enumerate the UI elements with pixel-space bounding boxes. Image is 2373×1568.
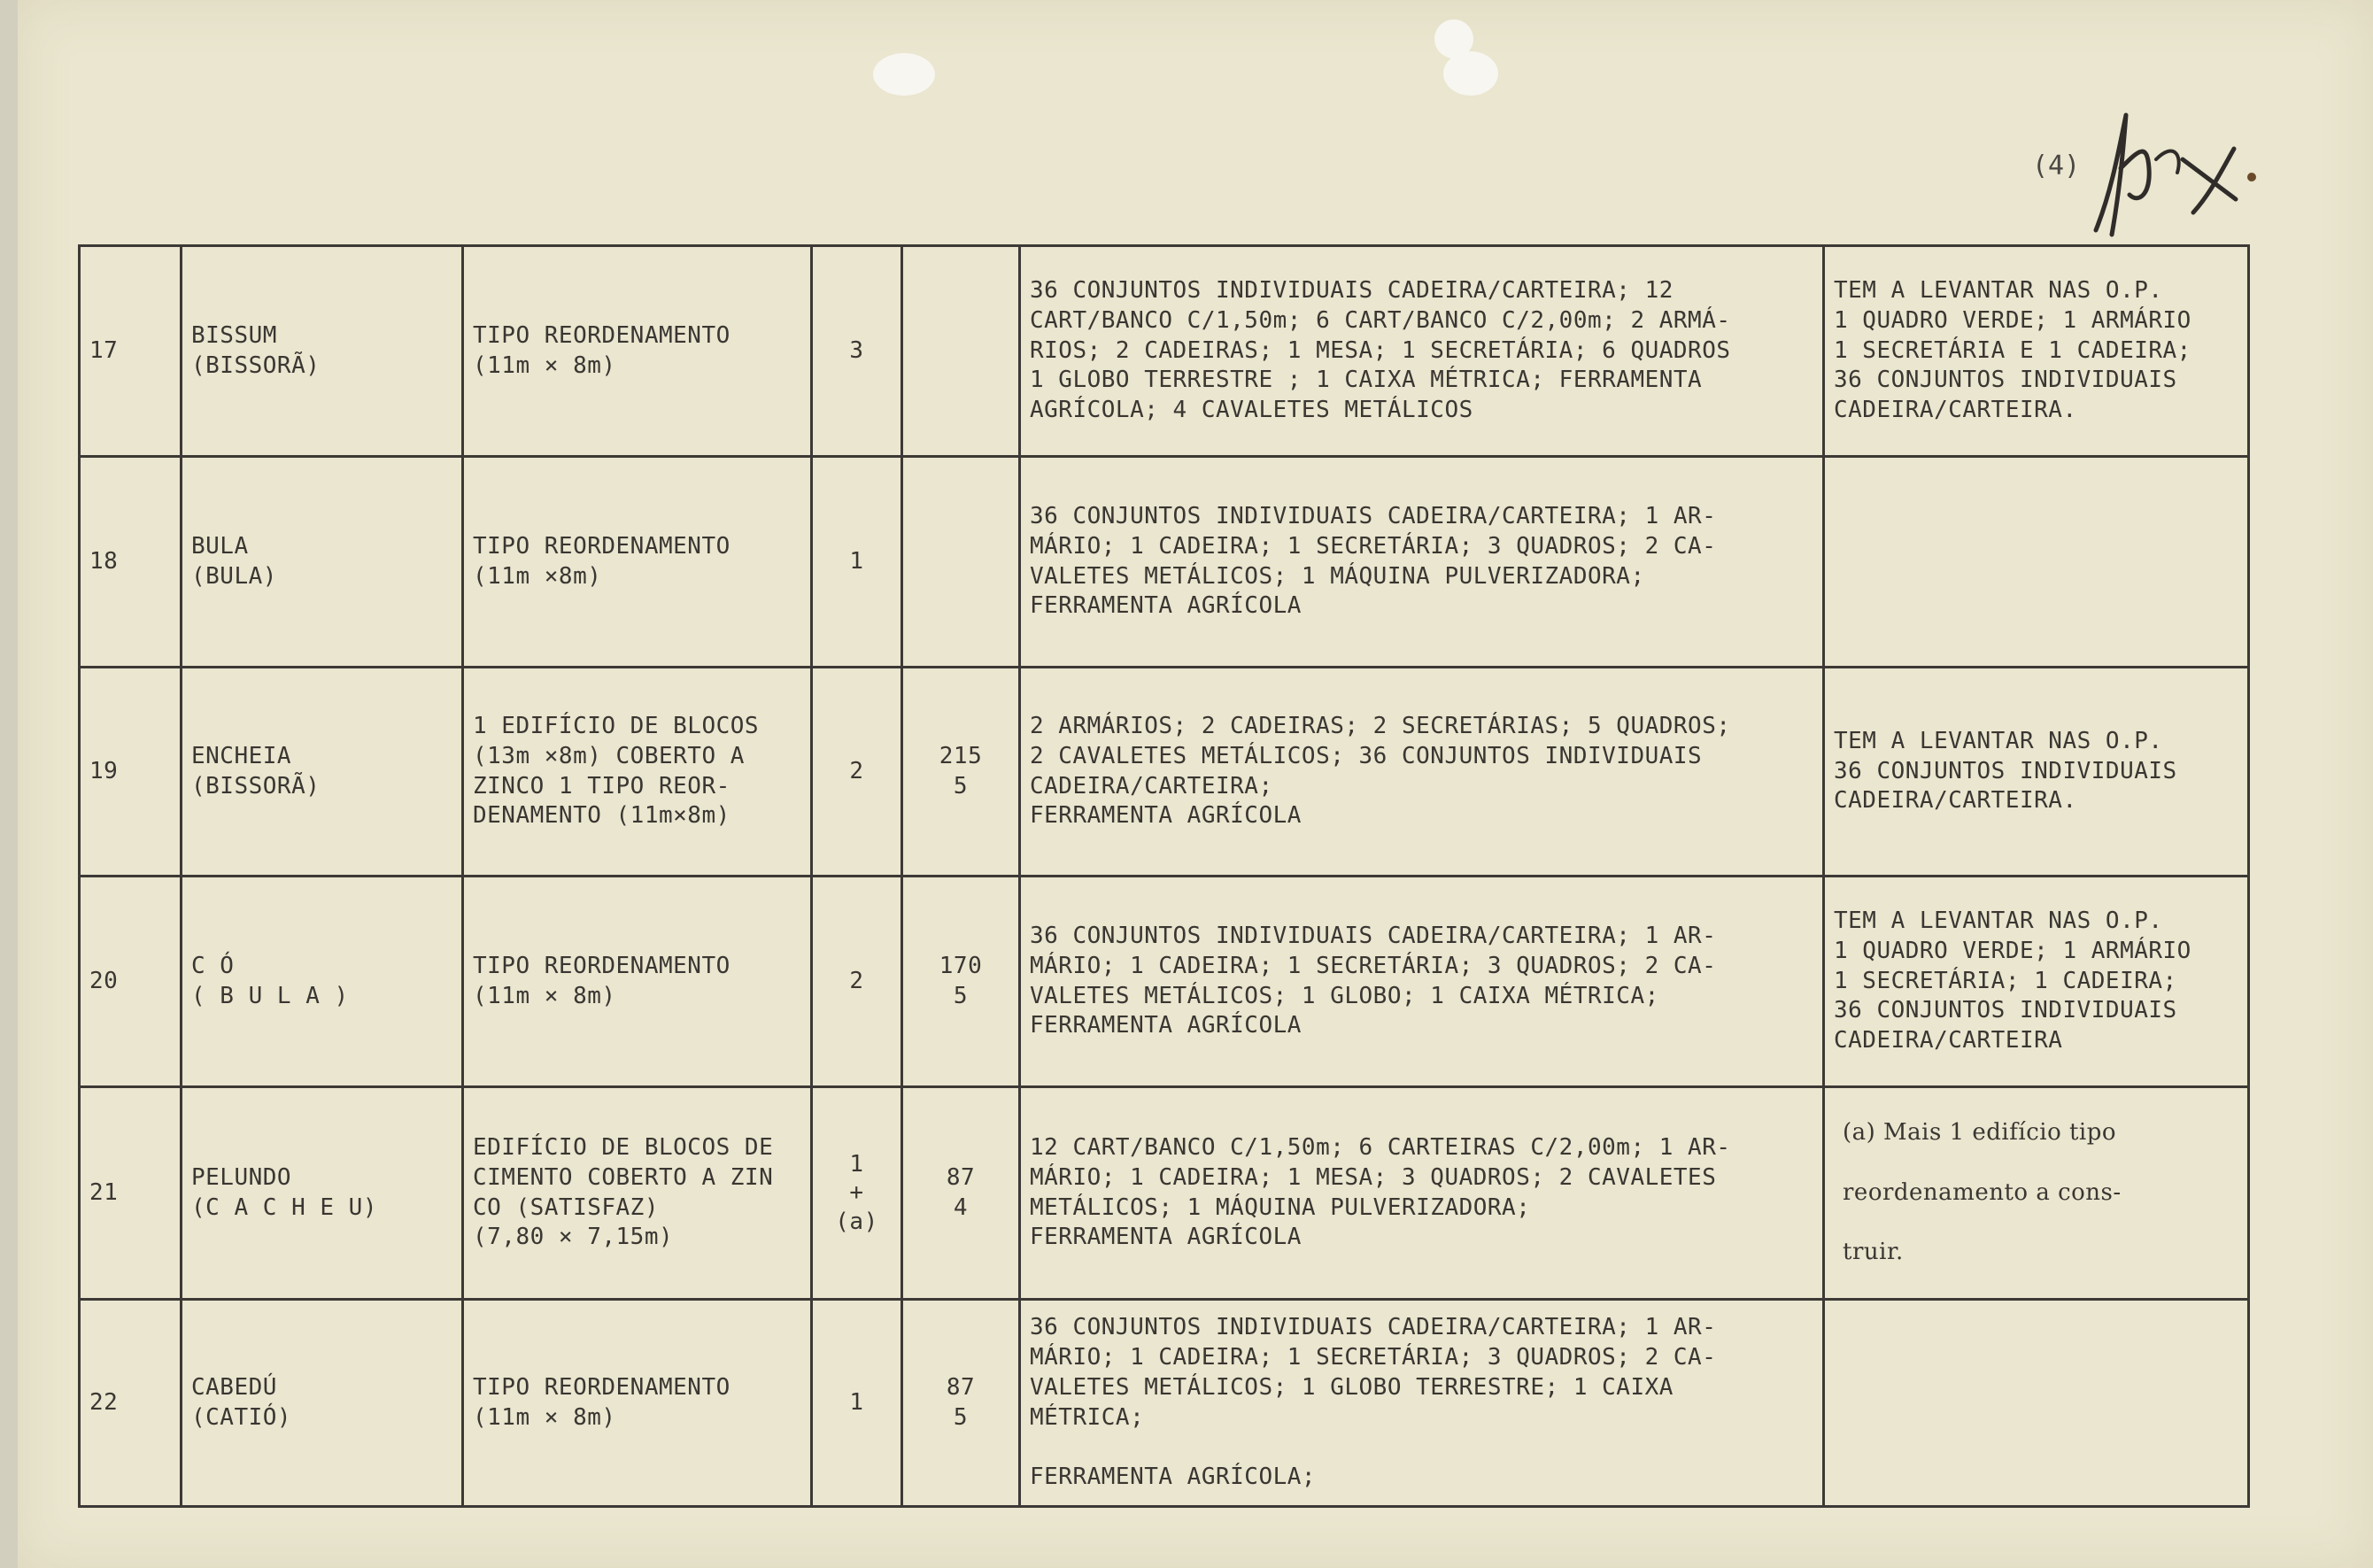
classes-count: 1 bbox=[812, 457, 902, 668]
equipment-list: 36 CONJUNTOS INDIVIDUAIS CADEIRA/CARTEIRA; 1 AR- MÁRIO; 1 CADEIRA; 1 SECRETÁRIA; 3 QUADROS; 2 CA- VALETES METÁLICOS; 1 GLOBO; 1 CAIXA MÉTRICA; FERRAMENTA AGRÍCOLA bbox=[1020, 877, 1824, 1087]
observations: (a) Mais 1 edifício tipo reordenamento a cons- truir. bbox=[1824, 1087, 2249, 1300]
school-name: CABEDÚ (CATIÓ) bbox=[182, 1300, 463, 1507]
school-name: BISSUM (BISSORÃ) bbox=[182, 246, 463, 457]
school-name: C Ó ( B U L A ) bbox=[182, 877, 463, 1087]
students-count bbox=[902, 246, 1020, 457]
observations: TEM A LEVANTAR NAS O.P. 1 QUADRO VERDE; 1 ARMÁRIO 1 SECRETÁRIA E 1 CADEIRA; 36 CONJUNTOS INDIVIDUAIS CADEIRA/CARTEIRA. bbox=[1824, 246, 2249, 457]
equipment-list: 36 CONJUNTOS INDIVIDUAIS CADEIRA/CARTEIRA; 12 CART/BANCO C/1,50m; 6 CART/BANCO C/2,00m; 2 ARMÁ- RIOS; 2 CADEIRAS; 1 MESA; 1 SECRETÁRIA; 6 QUADROS 1 GLOBO TERRESTRE ; 1 CAIXA MÉTRICA; FERRAMENTA AGRÍCOLA; 4 CAVALETES METÁLICOS bbox=[1020, 246, 1824, 457]
students-count: 170 5 bbox=[902, 877, 1020, 1087]
equipment-list: 12 CART/BANCO C/1,50m; 6 CARTEIRAS C/2,00m; 1 AR- MÁRIO; 1 CADEIRA; 1 MESA; 3 QUADROS; 2 CAVALETES METÁLICOS; 1 MÁQUINA PULVERIZADORA; FERRAMENTA AGRÍCOLA bbox=[1020, 1087, 1824, 1300]
building-type: TIPO REORDENAMENTO (11m × 8m) bbox=[463, 877, 812, 1087]
classes-count: 1 bbox=[812, 1300, 902, 1507]
building-type: EDIFÍCIO DE BLOCOS DE CIMENTO COBERTO A ZIN CO (SATISFAZ) (7,80 × 7,15m) bbox=[463, 1087, 812, 1300]
row-number: 22 bbox=[80, 1300, 182, 1507]
students-count: 215 5 bbox=[902, 668, 1020, 877]
school-name: ENCHEIA (BISSORÃ) bbox=[182, 668, 463, 877]
classes-count: 2 bbox=[812, 668, 902, 877]
row-number: 21 bbox=[80, 1087, 182, 1300]
observations: TEM A LEVANTAR NAS O.P. 36 CONJUNTOS INDIVIDUAIS CADEIRA/CARTEIRA. bbox=[1824, 668, 2249, 877]
students-count: 87 5 bbox=[902, 1300, 1020, 1507]
observations: TEM A LEVANTAR NAS O.P. 1 QUADRO VERDE; 1 ARMÁRIO 1 SECRETÁRIA; 1 CADEIRA; 36 CONJUNTOS INDIVIDUAIS CADEIRA/CARTEIRA bbox=[1824, 877, 2249, 1087]
table-row-20 bbox=[80, 877, 2249, 1087]
classes-count: 2 bbox=[812, 877, 902, 1087]
signature-initials bbox=[2085, 106, 2262, 239]
punch-hole-left bbox=[873, 53, 935, 96]
row-number: 19 bbox=[80, 668, 182, 877]
row-number: 20 bbox=[80, 877, 182, 1087]
building-type: TIPO REORDENAMENTO (11m × 8m) bbox=[463, 246, 812, 457]
table-row-17 bbox=[80, 246, 2249, 457]
building-type: TIPO REORDENAMENTO (11m ×8m) bbox=[463, 457, 812, 668]
table-row-18 bbox=[80, 457, 2249, 668]
building-type: TIPO REORDENAMENTO (11m × 8m) bbox=[463, 1300, 812, 1507]
schools-table bbox=[78, 244, 2250, 1508]
students-count: 87 4 bbox=[902, 1087, 1020, 1300]
table-row-21 bbox=[80, 1087, 2249, 1300]
punch-hole-right bbox=[1443, 51, 1498, 96]
students-count bbox=[902, 457, 1020, 668]
observations bbox=[1824, 457, 2249, 668]
observations bbox=[1824, 1300, 2249, 1507]
classes-count: 3 bbox=[812, 246, 902, 457]
school-name: BULA (BULA) bbox=[182, 457, 463, 668]
classes-count: 1 + (a) bbox=[812, 1087, 902, 1300]
equipment-list: 36 CONJUNTOS INDIVIDUAIS CADEIRA/CARTEIRA; 1 AR- MÁRIO; 1 CADEIRA; 1 SECRETÁRIA; 3 QUADROS; 2 CA- VALETES METÁLICOS; 1 GLOBO TERRESTRE; 1 CAIXA MÉTRICA; FERRAMENTA AGRÍCOLA; bbox=[1020, 1300, 1824, 1507]
equipment-list: 36 CONJUNTOS INDIVIDUAIS CADEIRA/CARTEIRA; 1 AR- MÁRIO; 1 CADEIRA; 1 SECRETÁRIA; 3 QUADROS; 2 CA- VALETES METÁLICOS; 1 MÁQUINA PULVERIZADORA; FERRAMENTA AGRÍCOLA bbox=[1020, 457, 1824, 668]
row-number: 17 bbox=[80, 246, 182, 457]
equipment-list: 2 ARMÁRIOS; 2 CADEIRAS; 2 SECRETÁRIAS; 5 QUADROS; 2 CAVALETES METÁLICOS; 36 CONJUNTOS INDIVIDUAIS CADEIRA/CARTEIRA; FERRAMENTA AGRÍCOLA bbox=[1020, 668, 1824, 877]
table-row-22 bbox=[80, 1300, 2249, 1507]
table-row-19 bbox=[80, 668, 2249, 877]
page-number: (4) bbox=[2032, 151, 2081, 182]
row-number: 18 bbox=[80, 457, 182, 668]
building-type: 1 EDIFÍCIO DE BLOCOS (13m ×8m) COBERTO A ZINCO 1 TIPO REOR- DENAMENTO (11m×8m) bbox=[463, 668, 812, 877]
school-name: PELUNDO (C A C H E U) bbox=[182, 1087, 463, 1300]
